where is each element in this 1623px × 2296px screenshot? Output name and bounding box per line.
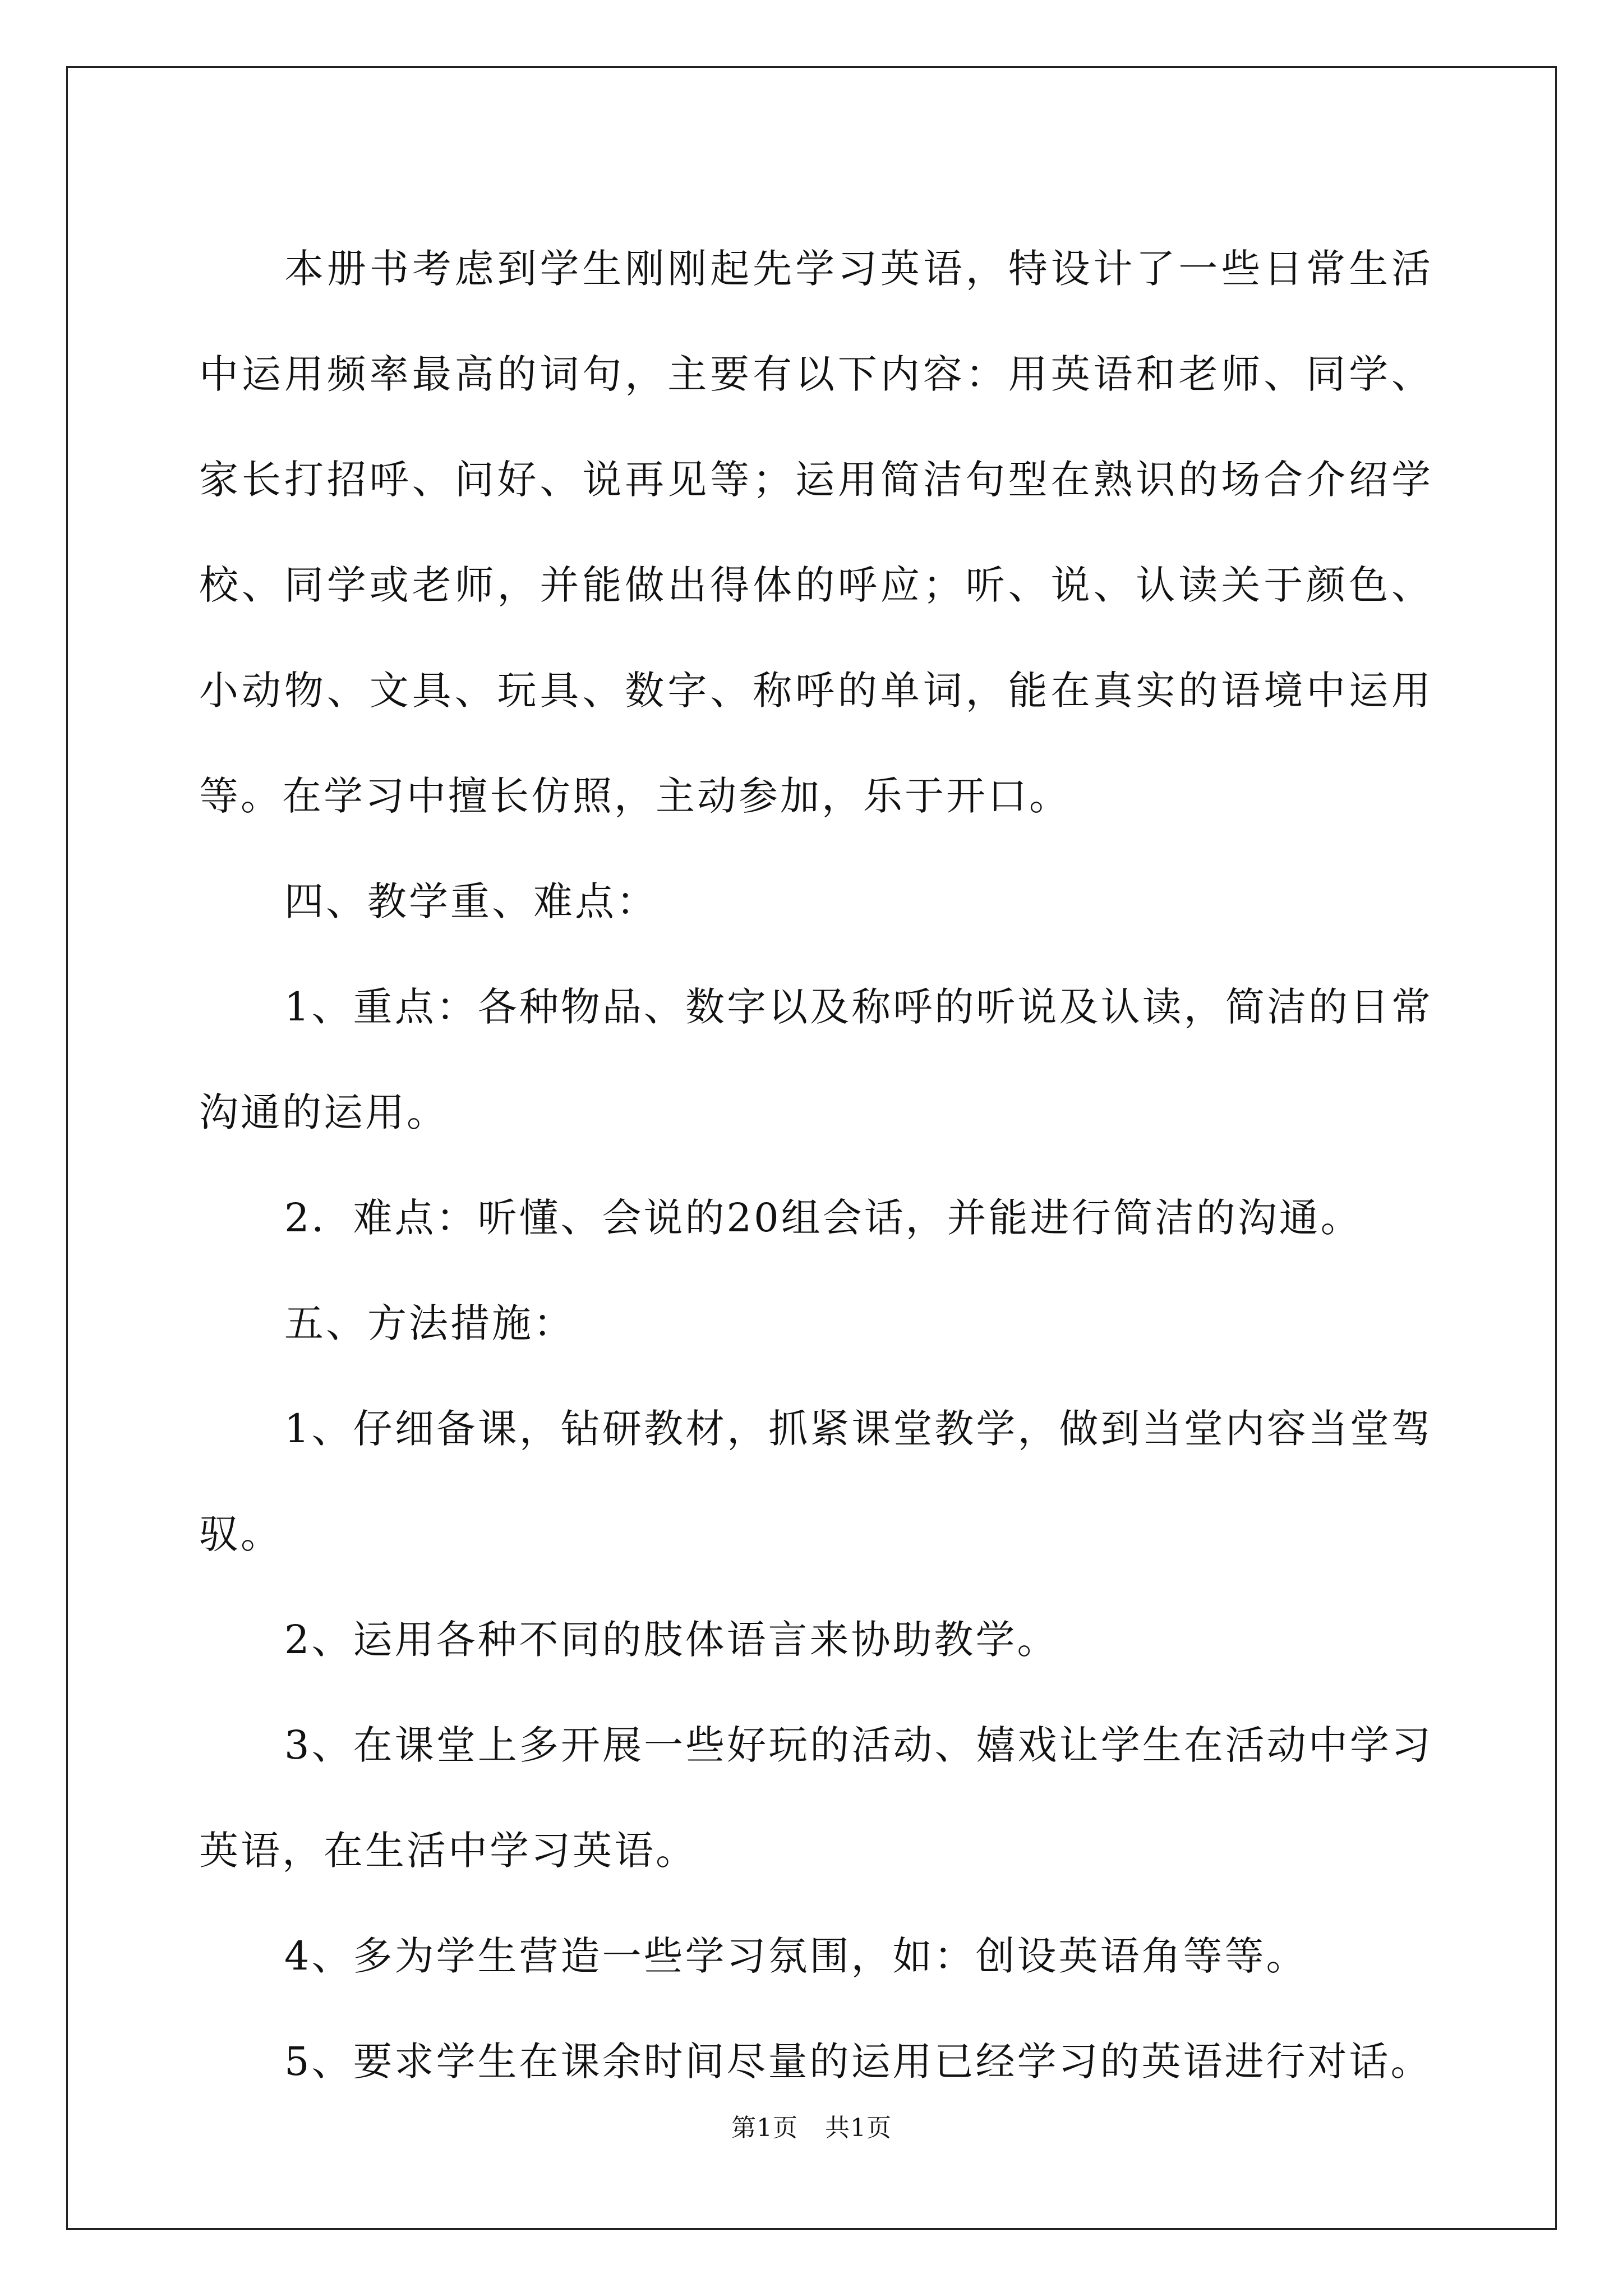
method-item-5: 5、要求学生在课余时间尽量的运用已经学习的英语进行对话。: [284, 2039, 1432, 2085]
page-total: 共1页: [825, 2114, 892, 2142]
paragraph-key-points: 1、重点：各种物品、数字以及称呼的听说及认读，简洁的日常沟通的运用。: [199, 984, 1433, 1135]
paragraph-difficult-points: 2．难点：听懂、会说的20组会话，并能进行简洁的沟通。: [284, 1195, 1362, 1241]
method-item-1: 1、仔细备课，钻研教材，抓紧课堂教学，做到当堂内容当堂驾驭。: [199, 1406, 1433, 1557]
heading-methods: 五、方法措施：: [284, 1300, 575, 1346]
method-item-3: 3、在课堂上多开展一些好玩的活动、嬉戏让学生在活动中学习英语，在生活中学习英语。: [199, 1722, 1433, 1874]
heading-key-difficult-points: 四、教学重、难点：: [284, 878, 658, 924]
page-number: 第1页: [731, 2114, 798, 2142]
document-body: [199, 216, 1433, 2114]
page-footer: [0, 2108, 1623, 2143]
paragraph-intro: 本册书考虑到学生刚刚起先学习英语，特设计了一些日常生活中运用频率最高的词句，主要有以下内容：用英语和老师、同学、家长打招呼、问好、说再见等；运用简洁句型在熟识的场合介绍学校、同学或老师，并能做出得体的呼应；听、说、认读关于颜色、小动物、文具、玩具、数字、称呼的单词，能在真实的语境中运用等。在学习中擅长仿照，主动参加，乐于开口。: [199, 246, 1433, 819]
method-item-2: 2、运用各种不同的肢体语言来协助教学。: [284, 1617, 1059, 1663]
method-item-4: 4、多为学生营造一些学习氛围，如：创设英语角等等。: [284, 1933, 1308, 1979]
